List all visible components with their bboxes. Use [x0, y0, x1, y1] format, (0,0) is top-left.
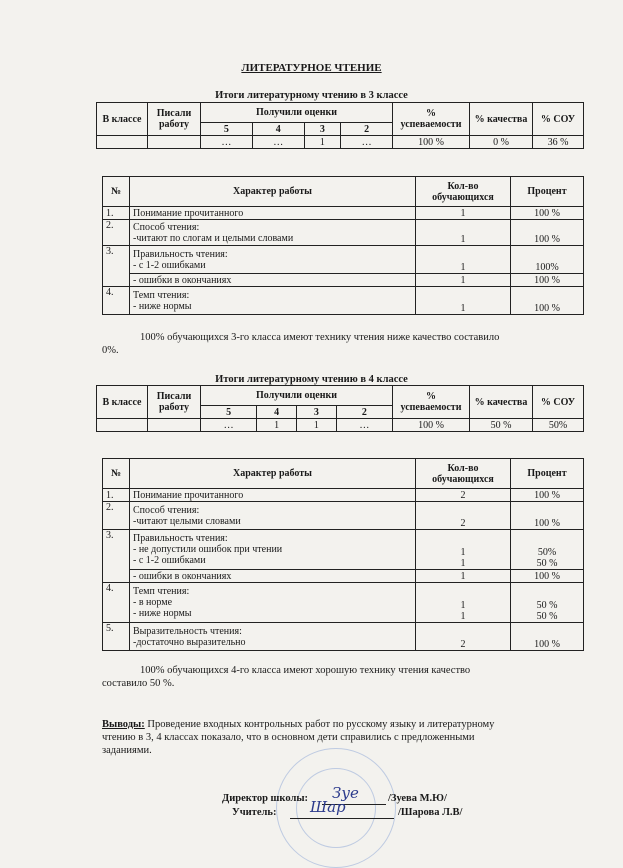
header-quality: % качества [470, 103, 533, 136]
grade3-results-table [96, 102, 584, 149]
cell-grade-4: … [252, 136, 304, 149]
director-signature: Зуе [332, 784, 359, 802]
header-success: % успеваемости [393, 386, 470, 419]
row-percent: 100 % [511, 502, 584, 530]
row-count: 1 [416, 287, 511, 315]
cell-grade-5: … [201, 136, 253, 149]
conclusion-line2: чтению в 3, 4 классах показало, что в основном дети справились с предложенными [102, 732, 475, 743]
row-percent: 50 % [536, 558, 558, 569]
grade4-note: 100% обучающихся 4-го класса имеют хорошую технику чтения качество [140, 665, 471, 676]
row-text: Правильность чтения: [133, 533, 228, 544]
header-grade-2: 2 [341, 123, 393, 136]
row-text: Выразительность чтения: [133, 625, 242, 637]
row-count: 1 [416, 220, 511, 246]
table-row [103, 489, 584, 502]
table-row [103, 220, 584, 246]
row-text: -достаточно выразительно [133, 636, 246, 648]
teacher-signature: Шар [310, 798, 346, 816]
cell-success: 100 % [393, 419, 470, 432]
header-percent: Процент [511, 459, 584, 489]
row-text: Правильность чтения: [133, 248, 228, 260]
table-row [97, 136, 584, 149]
row-count: 1 [460, 547, 466, 558]
row-num: 3. [103, 530, 130, 583]
row-percent: 100 % [511, 570, 584, 583]
header-grade-3: 3 [304, 123, 341, 136]
row-percent: 50 % [536, 600, 558, 611]
grade3-work-table [102, 176, 584, 315]
conclusion [102, 718, 602, 731]
director-name: /Зуева М.Ю/ [388, 793, 447, 804]
row-num: 3. [103, 246, 130, 287]
header-sou: % СОУ [533, 103, 584, 136]
row-text: - с 1-2 ошибками [133, 555, 206, 566]
header-in-class: В классе [97, 386, 148, 419]
row-num: 5. [103, 623, 130, 651]
header-grade-3: 3 [296, 406, 336, 419]
header-quality: % качества [470, 386, 533, 419]
header-num: № [103, 459, 130, 489]
table-row [97, 419, 584, 432]
header-wrote: Писали работу [148, 103, 201, 136]
row-text: - ниже нормы [133, 608, 192, 619]
row-text: - ниже нормы [133, 300, 192, 312]
header-grade-4: 4 [252, 123, 304, 136]
header-grades: Получили оценки [201, 386, 393, 406]
row-count: 1 [460, 611, 466, 622]
row-count: 1 [460, 558, 466, 569]
header-sou: % СОУ [533, 386, 584, 419]
header-in-class: В классе [97, 103, 148, 136]
row-num: 2. [103, 502, 130, 530]
row-count: 1 [416, 274, 511, 287]
row-text: -читают по слогам и целыми словами [133, 232, 294, 244]
row-percent: 100 % [511, 220, 584, 246]
header-grade-5: 5 [201, 406, 257, 419]
row-percent: 50 % [536, 611, 558, 622]
grade4-results-table [96, 385, 584, 432]
cell-grade-5: … [201, 419, 257, 432]
row-text: Способ чтения: [133, 504, 200, 516]
table-row [103, 287, 584, 315]
cell-quality: 50 % [470, 419, 533, 432]
row-percent: 100 % [511, 287, 584, 315]
table-row [103, 623, 584, 651]
director-label: Директор школы: [222, 793, 309, 804]
row-num: 1. [103, 489, 130, 502]
row-count: 2 [416, 623, 511, 651]
row-count: 1 [416, 246, 511, 274]
grade4-work-table [102, 458, 584, 651]
conclusion-label: Выводы: [102, 719, 145, 730]
header-grade-4: 4 [257, 406, 297, 419]
table-row [103, 570, 584, 583]
cell-quality: 0 % [470, 136, 533, 149]
grade3-note: 100% обучающихся 3-го класса имеют технику чтения ниже качество составило [140, 332, 500, 343]
teacher-name: /Шарова Л.В/ [398, 807, 463, 818]
row-text: - в норме [133, 597, 173, 608]
row-count: 2 [416, 502, 511, 530]
cell-grade-3: 1 [296, 419, 336, 432]
row-text: Темп чтения: [133, 586, 190, 597]
cell-grade-3: 1 [304, 136, 341, 149]
row-text: Способ чтения: [133, 221, 200, 233]
table-row [103, 502, 584, 530]
header-character: Характер работы [130, 459, 416, 489]
cell-grade-2: … [341, 136, 393, 149]
cell-grade-4: 1 [257, 419, 297, 432]
cell-sou: 50% [533, 419, 584, 432]
row-percent: 100 % [511, 207, 584, 220]
row-text: Темп чтения: [133, 289, 190, 301]
header-character: Характер работы [130, 177, 416, 207]
header-num: № [103, 177, 130, 207]
header-grade-5: 5 [201, 123, 253, 136]
row-percent: 100 % [511, 274, 584, 287]
row-count: 2 [416, 489, 511, 502]
grade3-note-cont: 0%. [102, 345, 119, 356]
table-row [103, 583, 584, 623]
row-percent: 100 % [511, 623, 584, 651]
header-wrote: Писали работу [148, 386, 201, 419]
table-row [103, 530, 584, 570]
grade4-subtitle: Итоги литературному чтению в 4 классе [215, 374, 408, 385]
cell-sou: 36 % [533, 136, 584, 149]
table-row [103, 274, 584, 287]
header-count: Кол-во обучающихся [416, 459, 511, 489]
row-text: Понимание прочитанного [130, 489, 416, 502]
row-text: - ошибки в окончаниях [130, 274, 416, 287]
cell-grade-2: … [336, 419, 392, 432]
row-text: - ошибки в окончаниях [130, 570, 416, 583]
header-grades: Получили оценки [201, 103, 393, 123]
row-text: Понимание прочитанного [130, 207, 416, 220]
row-text: -читают целыми словами [133, 515, 241, 527]
row-percent: 100 % [511, 489, 584, 502]
header-count: Кол-во обучающихся [416, 177, 511, 207]
header-grade-2: 2 [336, 406, 392, 419]
row-num: 4. [103, 287, 130, 315]
row-text: - не допустили ошибок при чтении [133, 544, 283, 555]
header-percent: Процент [511, 177, 584, 207]
page-title: ЛИТЕРАТУРНОЕ ЧТЕНИЕ [241, 62, 382, 74]
row-count: 1 [416, 207, 511, 220]
row-count: 1 [416, 570, 511, 583]
row-text: - с 1-2 ошибками [133, 259, 206, 271]
conclusion-line3: заданиями. [102, 745, 152, 756]
conclusion-line1: Проведение входных контрольных работ по русскому языку и литературному [144, 719, 495, 730]
row-percent: 50% [537, 547, 557, 558]
header-success: % успеваемости [393, 103, 470, 136]
grade3-subtitle: Итоги литературному чтению в 3 классе [215, 90, 408, 101]
row-num: 2. [103, 220, 130, 246]
row-num: 4. [103, 583, 130, 623]
table-row [103, 207, 584, 220]
teacher-label: Учитель: [232, 807, 277, 818]
cell-success: 100 % [393, 136, 470, 149]
table-row [103, 246, 584, 274]
grade4-note-cont: составило 50 %. [102, 678, 175, 689]
row-num: 1. [103, 207, 130, 220]
row-percent: 100% [511, 246, 584, 274]
row-count: 1 [460, 600, 466, 611]
